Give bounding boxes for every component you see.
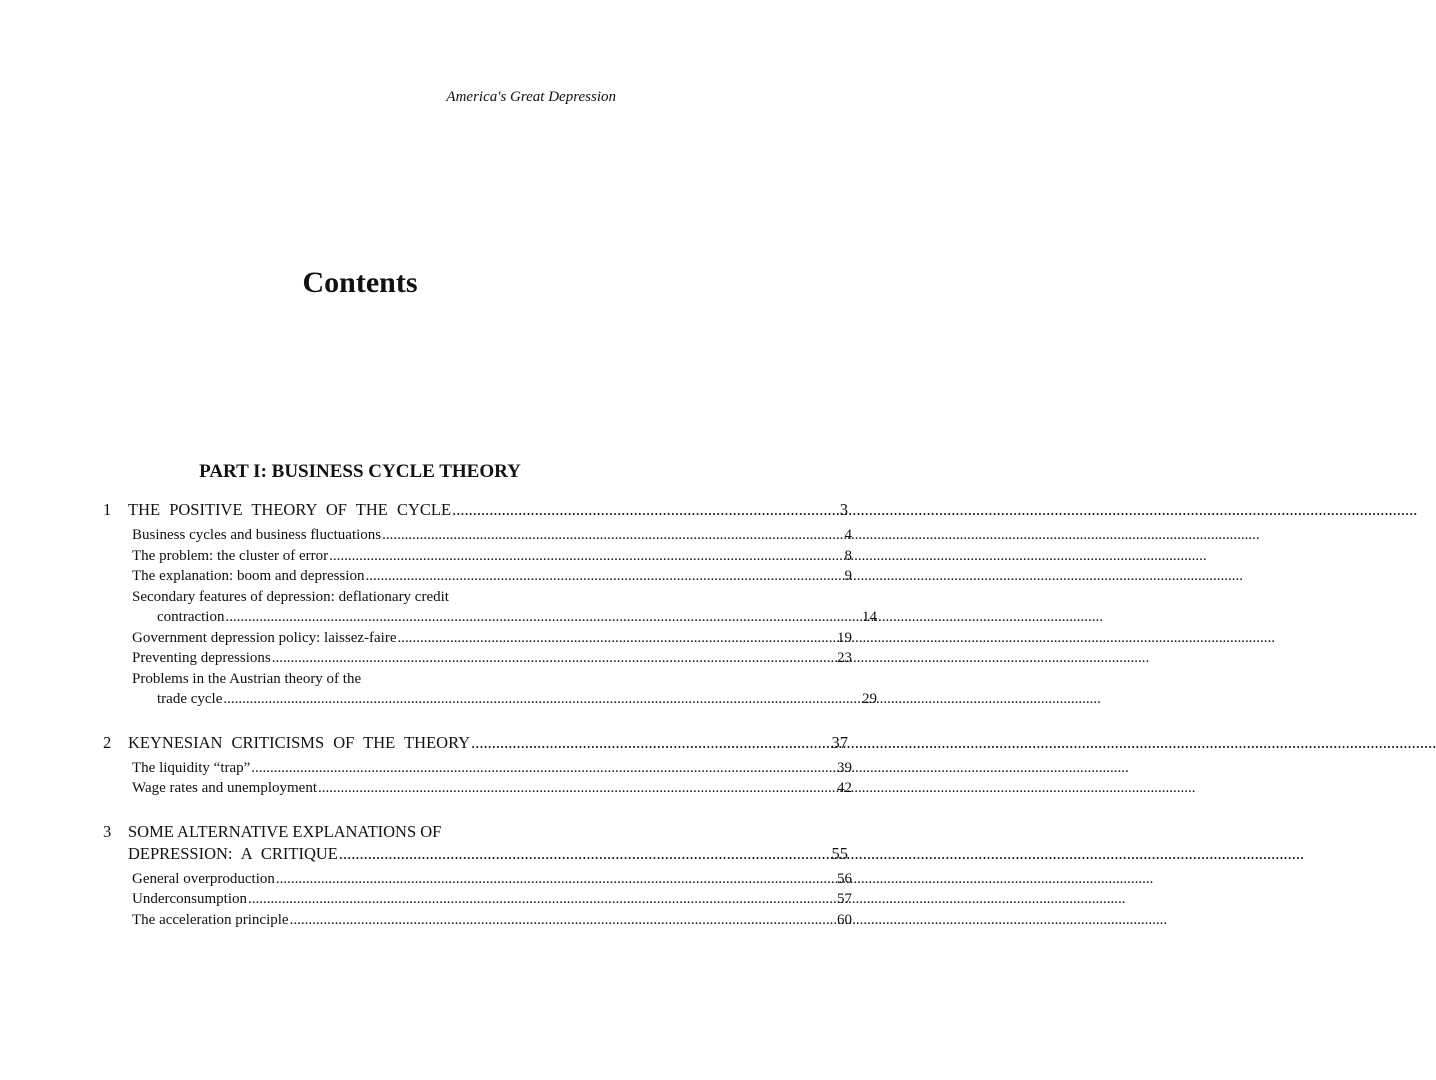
- chapter-page: 55: [831, 843, 848, 863]
- dot-leader: [251, 758, 836, 779]
- toc-entry[interactable]: [157, 689, 877, 710]
- section-page: 57: [837, 891, 852, 907]
- section-title: Underconsumption: [132, 891, 247, 907]
- dot-leader: [290, 910, 836, 931]
- section-title-line2: contraction: [157, 609, 225, 625]
- section-title: The problem: the cluster of error: [132, 547, 329, 564]
- section-title: The acceleration principle: [132, 911, 289, 928]
- chapter-3: [0, 821, 852, 931]
- chapter-2: [0, 732, 852, 799]
- toc-entry[interactable]: [132, 546, 852, 567]
- section-title: Wage rates and unemployment: [132, 780, 317, 796]
- table-of-contents: [0, 499, 877, 952]
- chapter-entry[interactable]: [128, 843, 848, 865]
- toc-entry[interactable]: [132, 889, 852, 910]
- dot-leader: [276, 869, 836, 890]
- section-title: Business cycles and business fluctuations: [132, 527, 382, 543]
- dot-leader: [225, 607, 861, 628]
- section-title: General overproduction: [132, 870, 275, 887]
- part-heading: PART I: BUSINESS CYCLE THEORY: [199, 461, 521, 482]
- chapter-number: 2: [103, 732, 112, 752]
- section-title: Government depression policy: laissez-faire: [132, 629, 397, 646]
- dot-leader: [223, 689, 861, 710]
- chapter-title-line1[interactable]: SOME ALTERNATIVE EXPLANATIONS OF: [128, 821, 442, 841]
- section-title-line1[interactable]: Problems in the Austrian theory of the: [132, 670, 362, 687]
- dot-leader: [272, 648, 836, 669]
- chapter-number: 1: [103, 500, 112, 519]
- dot-leader: [329, 546, 843, 567]
- dot-leader: [248, 889, 836, 910]
- toc-entry[interactable]: [132, 628, 852, 649]
- chapter-page: 37: [831, 732, 848, 752]
- section-page: 60: [837, 911, 852, 928]
- section-title: Preventing depressions: [132, 650, 271, 666]
- dot-leader: [382, 525, 843, 546]
- dot-leader: [452, 499, 839, 521]
- section-page: 42: [837, 780, 852, 796]
- toc-entry[interactable]: [132, 910, 852, 931]
- toc-entry[interactable]: [132, 566, 852, 587]
- toc-entry[interactable]: [132, 648, 852, 669]
- toc-entry[interactable]: [132, 758, 852, 779]
- toc-entry[interactable]: [132, 869, 852, 890]
- chapter-title: THE POSITIVE THEORY OF THE CYCLE: [128, 500, 452, 519]
- dot-leader: [365, 566, 843, 587]
- chapter-title-line2: DEPRESSION: A CRITIQUE: [128, 843, 338, 863]
- section-page: 14: [862, 609, 877, 625]
- section-title-line2: trade cycle: [157, 691, 223, 707]
- page-title: Contents: [302, 266, 418, 299]
- dot-leader: [398, 628, 837, 649]
- section-page: 19: [837, 629, 852, 646]
- section-title: The explanation: boom and depression: [132, 568, 365, 584]
- chapter-1: [0, 499, 877, 710]
- dot-leader: [318, 778, 836, 799]
- section-title-line1[interactable]: Secondary features of depression: deflationary credit: [132, 588, 449, 605]
- toc-entry[interactable]: [132, 525, 852, 546]
- section-page: 9: [844, 568, 852, 584]
- dot-leader: [471, 732, 830, 754]
- section-page: 56: [837, 870, 852, 887]
- running-head: America's Great Depression: [446, 89, 616, 105]
- chapter-page: 3: [839, 500, 848, 519]
- dot-leader: [339, 843, 831, 865]
- section-page: 4: [844, 527, 852, 543]
- chapter-number: 3: [103, 821, 112, 841]
- chapter-entry[interactable]: [128, 732, 848, 754]
- section-page: 39: [837, 759, 852, 776]
- chapter-title: KEYNESIAN CRITICISMS OF THE THEORY: [128, 732, 471, 752]
- section-page: 29: [862, 691, 877, 707]
- section-page: 8: [844, 547, 852, 564]
- chapter-entry[interactable]: [128, 499, 848, 521]
- section-page: 23: [837, 650, 852, 666]
- toc-entry[interactable]: [157, 607, 877, 628]
- section-title: The liquidity “trap”: [132, 759, 251, 776]
- toc-entry[interactable]: [132, 778, 852, 799]
